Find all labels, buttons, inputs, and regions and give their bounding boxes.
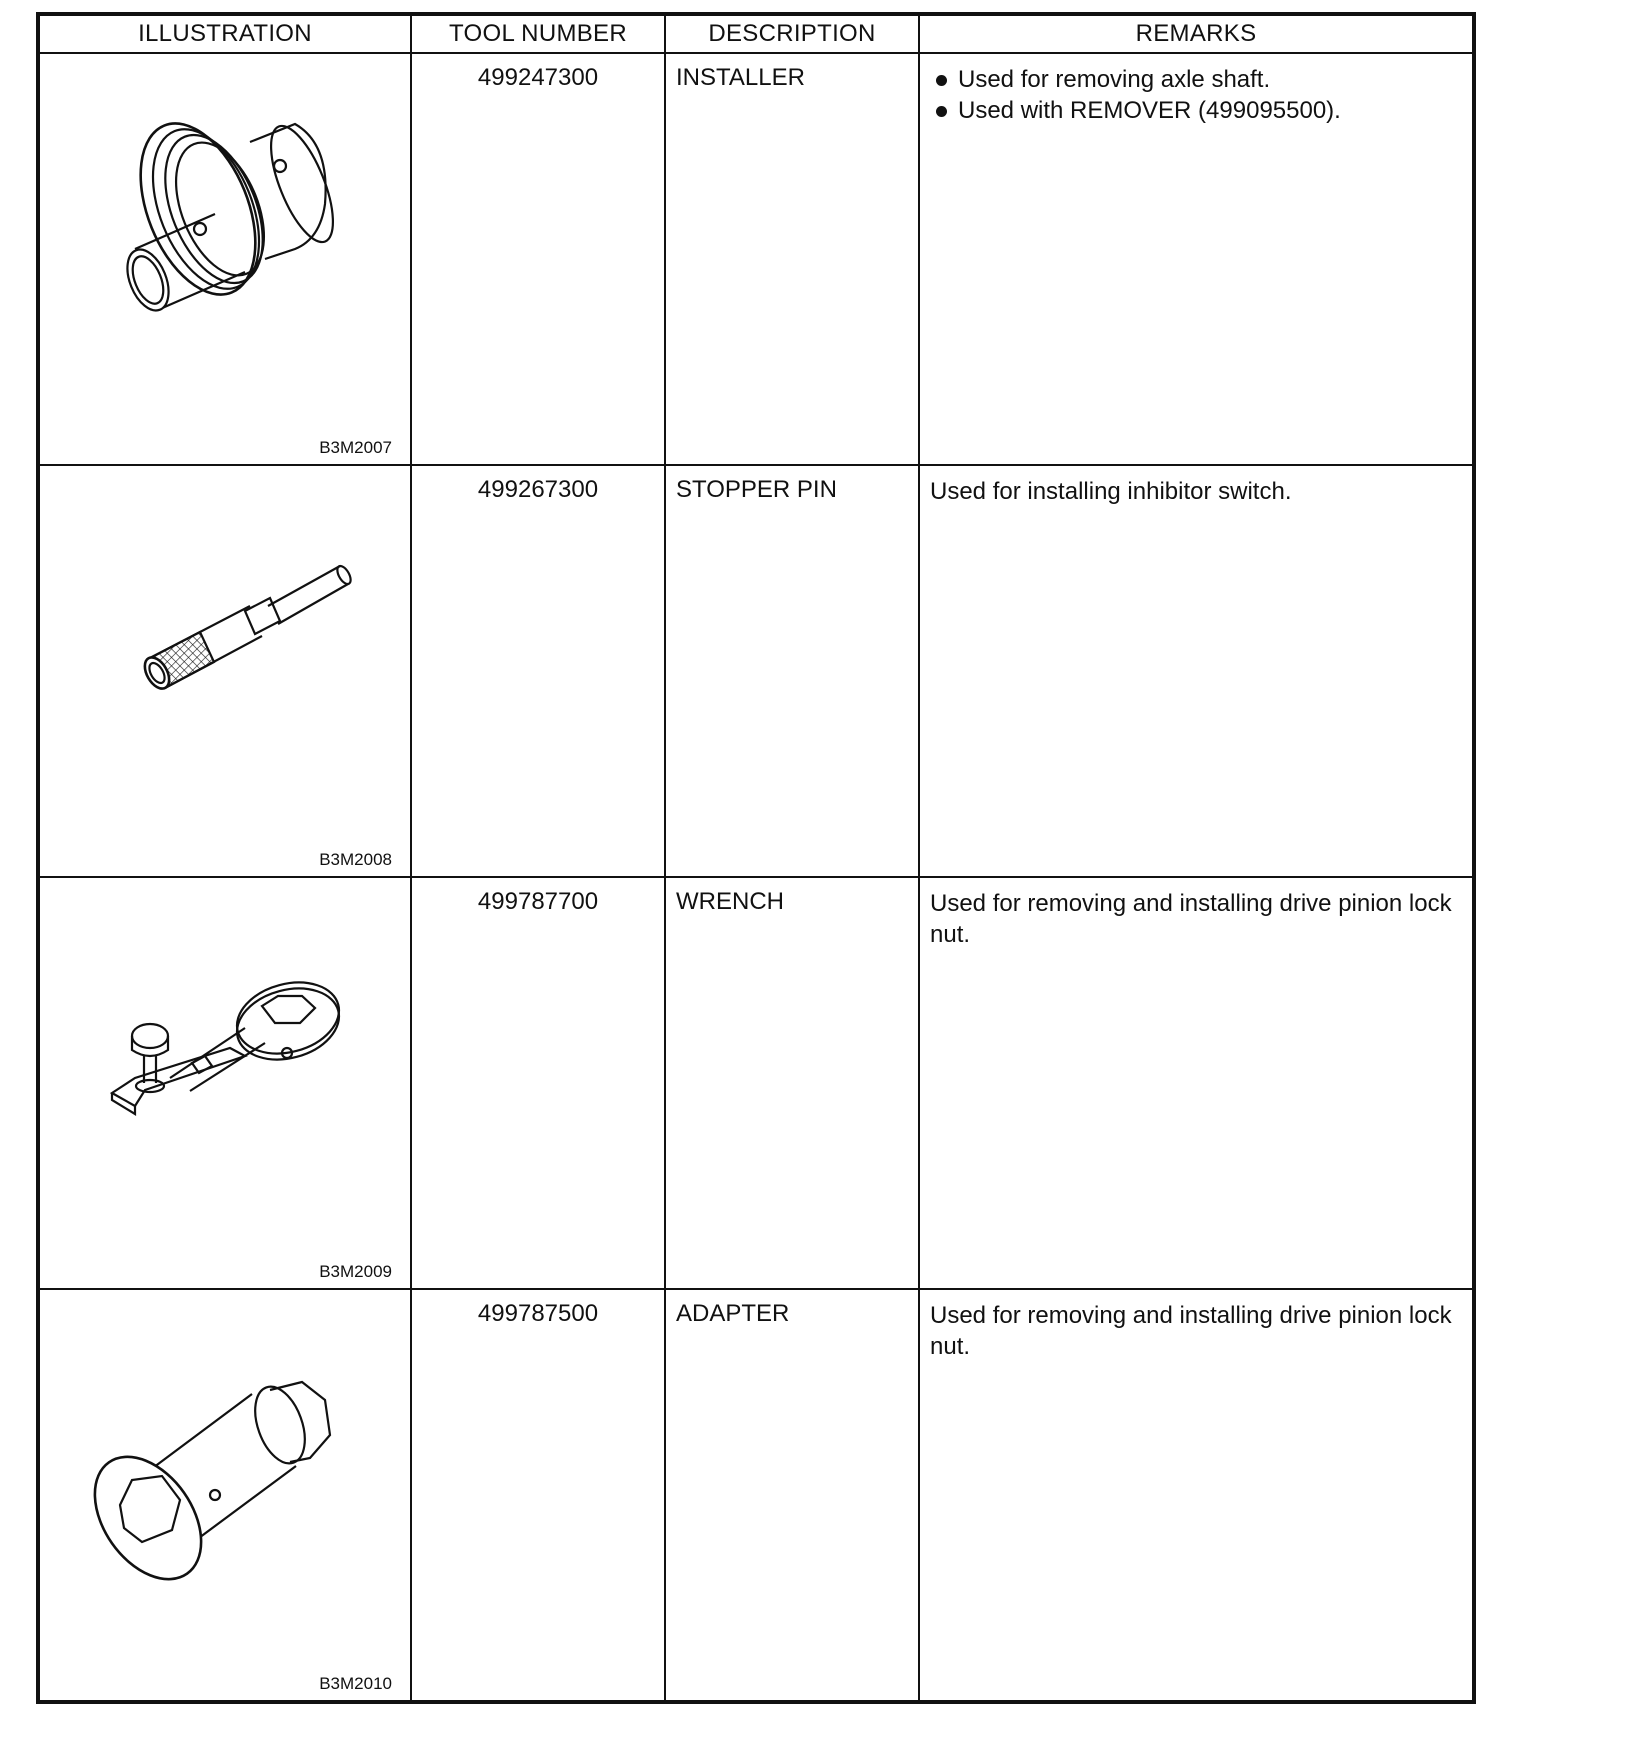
header-row (38, 14, 1474, 53)
header-remarks: REMARKS (919, 14, 1474, 53)
remarks-cell (919, 53, 1474, 465)
tool-number: 499787500 (477, 1300, 599, 1327)
remark-item: Used for removing axle shaft. (930, 64, 1464, 95)
illustration-cell (38, 877, 411, 1289)
description-cell (665, 53, 919, 465)
tool-description: STOPPER PIN (676, 476, 837, 503)
tool-description: INSTALLER (676, 64, 805, 91)
figure-code: B3M2007 (319, 438, 392, 457)
description-cell (665, 465, 919, 877)
table-row (38, 877, 1474, 1289)
remarks-cell (919, 877, 1474, 1289)
tool-description: ADAPTER (676, 1300, 790, 1327)
tool-number: 499787700 (477, 888, 599, 915)
table-row (38, 53, 1474, 465)
remarks-list (930, 64, 1464, 126)
tool-number-cell (411, 877, 665, 1289)
wrench-icon (40, 878, 410, 1238)
table-row (38, 465, 1474, 877)
remark-text: Used for installing inhibitor switch. (930, 478, 1292, 505)
tool-description: WRENCH (676, 888, 784, 915)
description-cell (665, 1289, 919, 1702)
tool-number: 499267300 (477, 476, 599, 503)
installer-icon (40, 54, 410, 414)
header-tool-number: TOOL NUMBER (411, 14, 665, 53)
figure-code: B3M2008 (319, 850, 392, 869)
tool-number-cell (411, 465, 665, 877)
special-tools-table (36, 12, 1476, 1704)
remark-text: Used for removing and installing drive pinion lock nut. (930, 1302, 1452, 1360)
remark-text: Used for removing and installing drive pinion lock nut. (930, 890, 1452, 948)
illustration-cell (38, 465, 411, 877)
remark-item: Used with REMOVER (499095500). (930, 95, 1464, 126)
header-description: DESCRIPTION (665, 14, 919, 53)
illustration-cell (38, 53, 411, 465)
figure-code: B3M2010 (319, 1674, 392, 1693)
table-row (38, 1289, 1474, 1702)
illustration-cell (38, 1289, 411, 1702)
header-illustration: ILLUSTRATION (38, 14, 411, 53)
figure-code: B3M2009 (319, 1262, 392, 1281)
tool-number-cell (411, 53, 665, 465)
remarks-cell (919, 1289, 1474, 1702)
tool-number-cell (411, 1289, 665, 1702)
description-cell (665, 877, 919, 1289)
tool-number: 499247300 (477, 64, 599, 91)
adapter-socket-icon (40, 1290, 410, 1650)
stopper-pin-icon (40, 466, 410, 826)
remarks-cell (919, 465, 1474, 877)
